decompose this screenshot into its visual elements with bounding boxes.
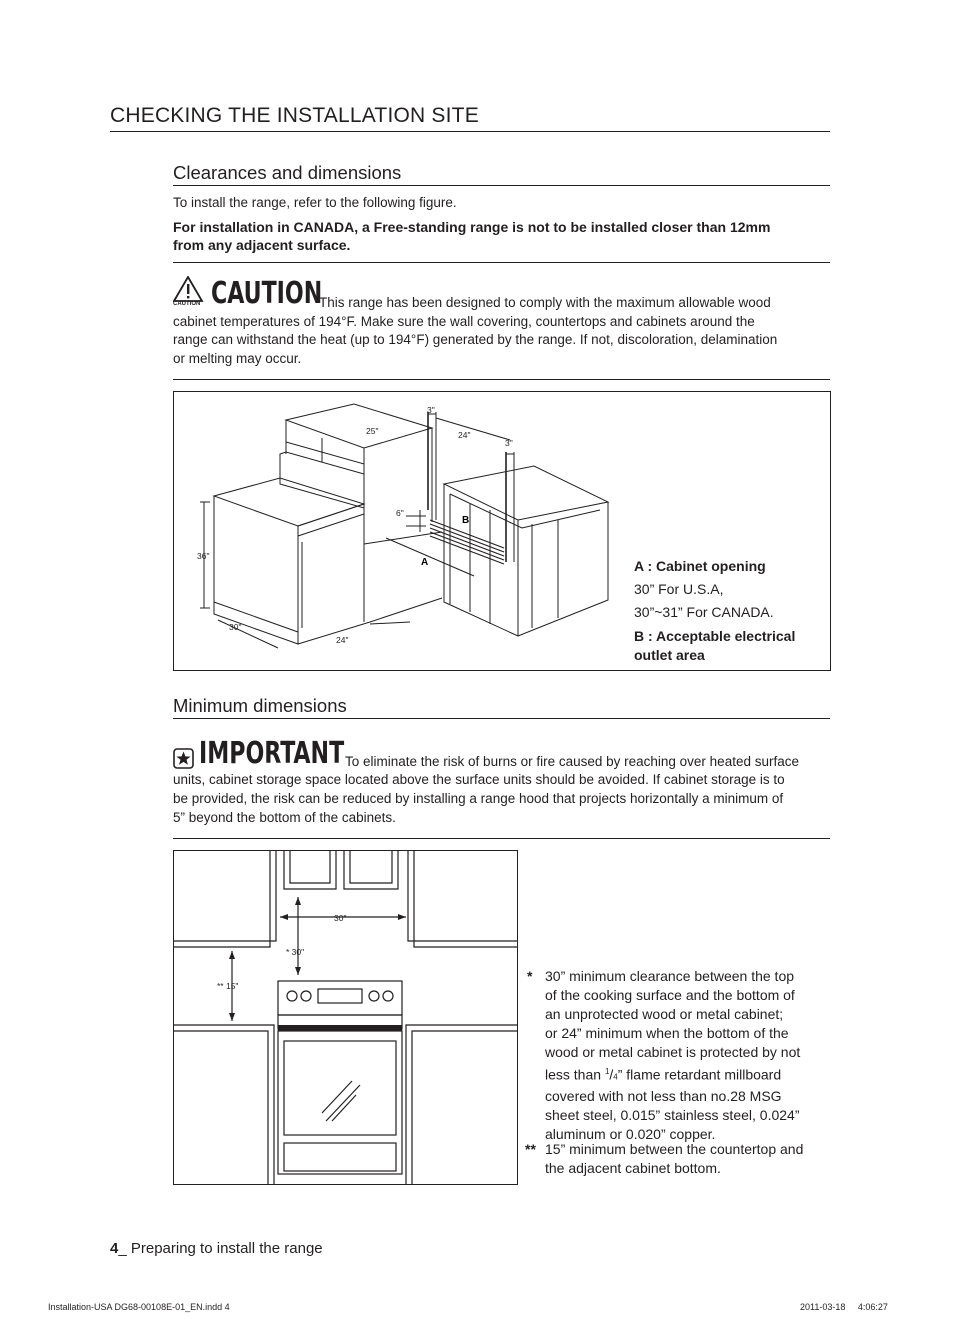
legend-b-line2: outlet area — [634, 647, 705, 663]
clearances-intro: To install the range, refer to the following figure. — [173, 195, 457, 210]
dim-3in-top: 3" — [427, 405, 435, 415]
legend-a-title: A : Cabinet opening — [634, 558, 766, 574]
canada-note-line2: from any adjacent surface. — [173, 237, 351, 253]
note-star-line: or 24” minimum when the bottom of the — [545, 1025, 789, 1041]
note-star — [545, 967, 835, 1144]
minimum-dimensions-figure — [173, 850, 518, 1185]
note-star-line: an unprotected wood or metal cabinet; — [545, 1006, 784, 1022]
note-star-fraction-line: less than $^1$/4” flame retardant millboard — [545, 1066, 782, 1083]
dim-star-30in: * 30" — [286, 947, 305, 957]
heading-rule — [110, 131, 830, 132]
important-star-icon — [173, 748, 194, 769]
note-star-line: covered with not less than no.28 MSG — [545, 1087, 782, 1104]
dim-dstar-15in: ** 15" — [217, 981, 239, 991]
print-date: 2011-03-18 4:06:27 — [800, 1302, 888, 1312]
important-text-line1: To eliminate the risk of burns or fire caused by reaching over heated surface — [345, 754, 799, 769]
dim-36in: 36" — [197, 551, 210, 561]
figure-legend — [634, 555, 795, 665]
note-star-line: sheet steel, 0.015” stainless steel, 0.024” — [545, 1106, 800, 1123]
legend-a-us: 30” For U.S.A, — [634, 581, 724, 597]
minimum-title: Minimum dimensions — [173, 695, 347, 716]
note-dstar-mark: ** — [525, 1141, 536, 1157]
dim-25in: 25" — [366, 426, 379, 436]
important-word: IMPORTANT — [199, 736, 345, 771]
caution-text-line2: cabinet temperatures of 194°F. Make sure the wall covering, countertops and cabinets around the — [173, 314, 755, 329]
note-dstar-line: the adjacent cabinet bottom. — [545, 1160, 721, 1176]
note-star-line: of the cooking surface and the bottom of — [545, 987, 795, 1003]
page-footer — [110, 1240, 323, 1257]
canada-rule — [173, 262, 830, 263]
cabinet-clearance-diagram — [174, 851, 517, 1184]
canada-note-line1: For installation in CANADA, a Free-standing range is not to be installed closer than 12mm — [173, 219, 771, 235]
caution-text-line4: or melting may occur. — [173, 351, 302, 366]
note-dstar — [545, 1140, 835, 1178]
dim-30in: 30" — [229, 622, 242, 632]
caution-text-line3: range can withstand the heat (up to 194°F) generated by the range. If not, discoloration, delamination — [173, 332, 778, 347]
dim-24in-bottom: 24" — [336, 635, 349, 645]
caution-word: CAUTION — [211, 276, 323, 311]
page-number: 4 — [110, 1240, 119, 1257]
dim-width-30in: 30" — [334, 913, 347, 923]
note-dstar-line: 15” minimum between the countertop and — [545, 1141, 804, 1157]
note-star-line: aluminum or 0.020” copper. — [545, 1125, 716, 1142]
caution-icon-label: CAUTION — [173, 301, 201, 307]
clearances-title: Clearances and dimensions — [173, 162, 402, 183]
legend-b-line1: B : Acceptable electrical — [634, 628, 796, 644]
note-star-mark: * — [527, 968, 533, 984]
print-file-name: Installation-USA DG68-00108E-01_EN.indd 4 — [48, 1302, 230, 1312]
page-heading: CHECKING THE INSTALLATION SITE — [110, 104, 479, 127]
dim-24in-top: 24" — [458, 430, 471, 440]
important-rule — [173, 838, 830, 839]
clearances-figure — [173, 391, 831, 671]
legend-a-canada: 30”~31” For CANADA. — [634, 604, 774, 620]
label-a: A — [421, 557, 429, 568]
important-text-line4: 5” beyond the bottom of the cabinets. — [173, 810, 396, 825]
note-star-line: 30” minimum clearance between the top — [545, 968, 795, 984]
note-star-line: wood or metal cabinet is protected by not — [545, 1044, 801, 1060]
clearances-rule — [173, 185, 830, 186]
section-name: _ Preparing to install the range — [118, 1240, 323, 1257]
important-text-line3: be provided, the risk can be reduced by installing a range hood that projects horizontally a minimum of — [173, 791, 784, 806]
dim-6in: 6" — [396, 508, 404, 518]
label-b: B — [462, 515, 470, 526]
important-text-line2: units, cabinet storage space located above the surface units should be avoided. If cabinet storage is to — [173, 772, 785, 787]
caution-text-line1: This range has been designed to comply with the maximum allowable wood — [319, 295, 771, 310]
minimum-rule — [173, 718, 830, 719]
dim-3in-right: 3" — [505, 438, 513, 448]
caution-rule — [173, 379, 830, 380]
